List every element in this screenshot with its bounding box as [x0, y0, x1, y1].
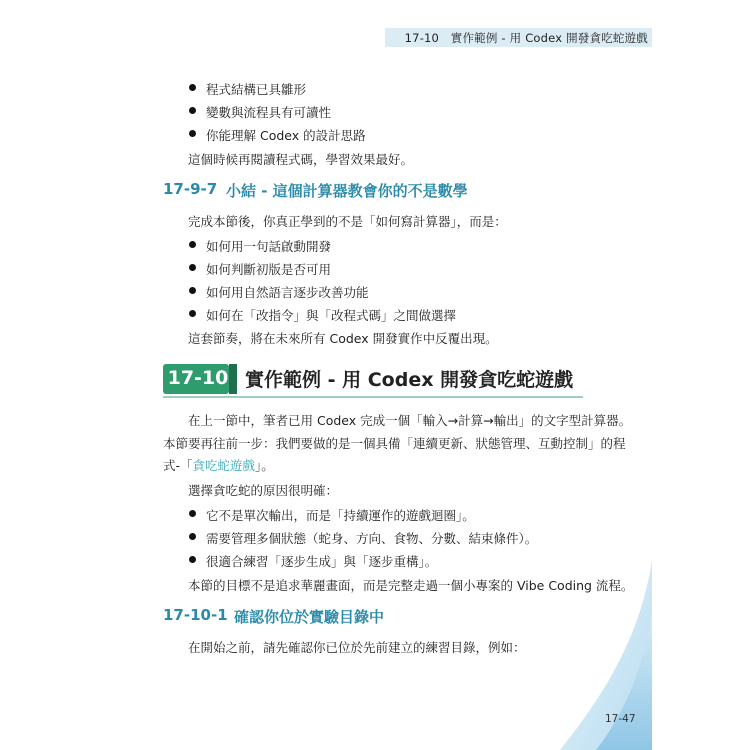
- paragraph: 這個時候再閱讀程式碼，學習效果最好。: [188, 152, 414, 167]
- chapter-title: 實作範例 - 用 Codex 開發貪吃蛇遊戲: [245, 369, 574, 391]
- bullet-icon: [189, 287, 196, 294]
- chapter-underline: [163, 396, 583, 398]
- paragraph: 完成本節後，你真正學到的不是「如何寫計算器」，而是：: [188, 214, 507, 229]
- bullet-icon: [189, 84, 196, 91]
- chapter-number: 17-10: [167, 367, 229, 389]
- bullet-icon: [189, 241, 196, 248]
- page-number: 17-47: [605, 713, 636, 725]
- section-title: 確認你位於實驗目錄中: [234, 608, 385, 626]
- bullet-icon: [189, 130, 196, 137]
- bullet-icon: [189, 310, 196, 317]
- section-title: 小結 - 這個計算器教會你的不是數學: [226, 182, 468, 200]
- bullet-icon: [189, 510, 196, 517]
- section-number: 17-9-7: [163, 180, 218, 198]
- paragraph: 本節要再往前一步：我們要做的是一個具備「連續更新、狀態管理、互動控制」的程: [163, 436, 626, 451]
- paragraph: 本節的目標不是追求華麗畫面，而是完整走過一個小專案的 Vibe Coding 流程。: [188, 578, 634, 593]
- bullet-icon: [189, 264, 196, 271]
- highlight-link: 貪吃蛇遊戲: [192, 458, 256, 473]
- paragraph: 選擇貪吃蛇的原因很明確：: [188, 483, 339, 498]
- paragraph: 在上一節中，筆者已用 Codex 完成一個「輸入→計算→輸出」的文字型計算器。: [188, 413, 632, 428]
- paragraph: 這套節奏，將在未來所有 Codex 開發實作中反覆出現。: [188, 331, 498, 346]
- paragraph: 式-「貪吃蛇遊戲」。: [163, 458, 274, 473]
- bullet-icon: [189, 107, 196, 114]
- section-number: 17-10-1: [163, 606, 228, 624]
- bullet-icon: [189, 556, 196, 563]
- running-header: 17-10 實作範例 - 用 Codex 開發貪吃蛇遊戲: [404, 31, 648, 45]
- paragraph: 在開始之前，請先確認你已位於先前建立的練習目錄，例如：: [188, 640, 526, 655]
- bullet-icon: [189, 533, 196, 540]
- book-page: 17-10 實作範例 - 用 Codex 開發貪吃蛇遊戲 程式結構已具雛形 變數與流程具有可讀性 你能理解 Codex 的設計思路 這個時候再閱讀程式碼，學習效果最好。 17-9-7 小結 - 這個計算器教會你的不是數學 完成本節後，你真正學到的不是「如何寫計算器」，而是： 如何用一句話啟動開發 如何判斷初版是否可用 如何用自然語言逐步改善功能 如何在「改指令」與「改程式碼」之間做選擇 這套節奏，將在未來所有 Codex 開發實作中反覆出現。 17-10 實作範例 - 用 Codex 開發貪吃蛇遊戲 在上一節中，筆者已用 Codex 完成一個「輸入→計算→輸出」的文字型計算器。 本節要再往前一步：我們要做的是一個具備「連續更新、狀態管理、互動控制」的程 式-「貪吃蛇遊戲」。 選擇貪吃蛇的原因很明確： 它不是單次輸出，而是「持續運作的遊戲迴圈」。 需要管理多個狀態（蛇身、方向、食物、分數、結束條件）。 很適合練習「逐步生成」與「逐步重構」。 本節的目標不是追求華麗畫面，而是完整走過一個小專案的 Vibe Coding 流程。 17-10-1 確認你位於實驗目錄中 在開始之前，請先確認你已位於先前建立的練習目錄，例如： 17-47: [0, 0, 750, 750]
